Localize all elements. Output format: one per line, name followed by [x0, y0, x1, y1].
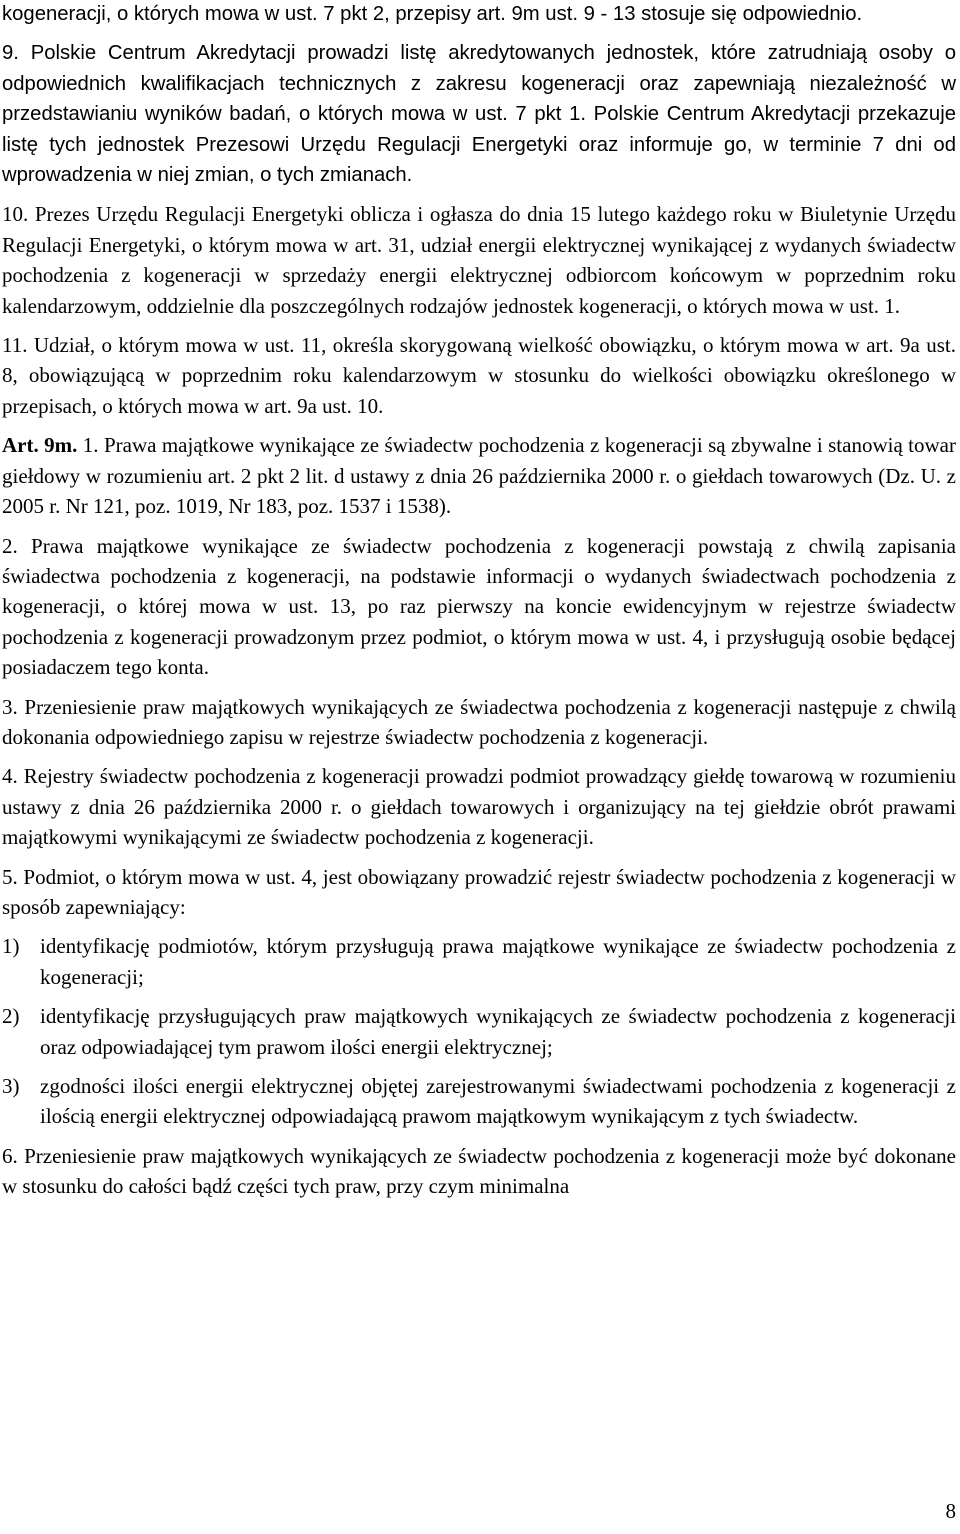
list-item	[2, 1001, 956, 1062]
list-item	[2, 931, 956, 992]
paragraph-intro: kogeneracji, o których mowa w ust. 7 pkt 2, przepisy art. 9m ust. 9 - 13 stosuje się odpowiednio.	[2, 3, 863, 25]
list-item-number: 2)	[2, 1004, 20, 1029]
paragraph-9: 9. Polskie Centrum Akredytacji prowadzi listę akredytowanych jednostek, które zatrudniają osoby o odpowiednich kwalifikacjach technicznych z zakresu kogeneracji oraz zapewniają niezależność w przedstawianiu wyników badań, o których mowa w ust. 7 pkt 1. Polskie Centrum Akredytacji przekazuje listę tych jednostek Prezesowi Urzędu Regulacji Energetyki oraz informuje go, w terminie 7 dni od wprowadzenia w niej zmian, o tych zmianach.	[2, 42, 956, 187]
article-9m-paragraph-2: 2. Prawa majątkowe wynikające ze świadectw pochodzenia z kogeneracji powstają z chwilą zapisania świadectwa pochodzenia z kogeneracji, na podstawie informacji o wydanych świadectwach pochodzenia z kogeneracji, o której mowa w ust. 13, po raz pierwszy na koncie ewidencyjnym w rejestrze świadectw pochodzenia z kogeneracji prowadzonym przez podmiot, o którym mowa w ust. 4, i przysługują osobie będącej posiadaczem tego konta.	[2, 533, 956, 680]
article-heading: Art. 9m.	[2, 433, 78, 458]
article-9m-paragraph-3: 3. Przeniesienie praw majątkowych wynikających ze świadectwa pochodzenia z kogeneracji następuje z chwilą dokonania odpowiedniego zapisu w rejestrze świadectw pochodzenia z kogeneracji.	[2, 694, 956, 749]
list-item-number: 1)	[2, 934, 20, 959]
list-item-number: 3)	[2, 1074, 20, 1098]
article-9m-paragraph-1	[2, 430, 956, 521]
article-9m-text-1: 1. Prawa majątkowe wynikające ze świadectw pochodzenia z kogeneracji są zbywalne i stanowią towar giełdowy w rozumieniu art. 2 pkt 2 lit. d ustawy z dnia 26 października 2000 r. o giełdach towarowych (Dz. U. z 2005 r. Nr 121, poz. 1019, Nr 183, poz. 1537 i 1538).	[2, 433, 956, 519]
list-item-text: identyfikację przysługujących praw majątkowych wynikających ze świadectw pochodzenia z kogeneracji oraz odpowiadającej tym prawom ilości energii elektrycznej;	[40, 1004, 956, 1059]
paragraph-10: 10. Prezes Urzędu Regulacji Energetyki oblicza i ogłasza do dnia 15 lutego każdego roku w Biuletynie Urzędu Regulacji Energetyki, o którym mowa w art. 31, udział energii elektrycznej wynikającej z wydanych świadectw pochodzenia z kogeneracji w sprzedaży energii elektrycznej odbiorcom końcowym w poprzednim roku kalendarzowym, oddzielnie dla poszczególnych rodzajów jednostek kogeneracji, o których mowa w ust. 1.	[2, 202, 956, 318]
paragraph-11: 11. Udział, o którym mowa w ust. 11, określa skorygowaną wielkość obowiązku, o którym mowa w art. 9a ust. 8, obowiązującą w poprzednim roku kalendarzowym w stosunku do wielkości obowiązku określonego w przepisach, o których mowa w art. 9a ust. 10.	[2, 333, 956, 418]
article-9m-paragraph-5: 5. Podmiot, o którym mowa w ust. 4, jest obowiązany prowadzić rejestr świadectw pochodzenia z kogeneracji w sposób zapewniający:	[2, 864, 956, 919]
page-number: 8	[945, 1499, 956, 1523]
enumerated-list	[2, 931, 956, 1131]
list-item	[2, 1071, 956, 1132]
article-9m-paragraph-4: 4. Rejestry świadectw pochodzenia z kogeneracji prowadzi podmiot prowadzący giełdę towarową w rozumieniu ustawy z dnia 26 października 2000 r. o giełdach towarowych i organizujący na tej giełdzie obrót prawami majątkowymi wynikającymi ze świadectw pochodzenia z kogeneracji.	[2, 764, 956, 850]
document-page	[2, 0, 956, 1211]
list-item-text: zgodności ilości energii elektrycznej objętej zarejestrowanymi świadectwami pochodzenia z kogeneracji z ilością energii elektrycznej odpowiadającą prawom majątkowym wynikającym z tych świadectw.	[40, 1074, 956, 1129]
article-9m-paragraph-6: 6. Przeniesienie praw majątkowych wynikających ze świadectw pochodzenia z kogeneracji może być dokonane w stosunku do całości bądź części tych praw, przy czym minimalna	[2, 1143, 956, 1199]
list-item-text: identyfikację podmiotów, którym przysługują prawa majątkowe wynikające ze świadectw pochodzenia z kogeneracji;	[40, 934, 956, 989]
